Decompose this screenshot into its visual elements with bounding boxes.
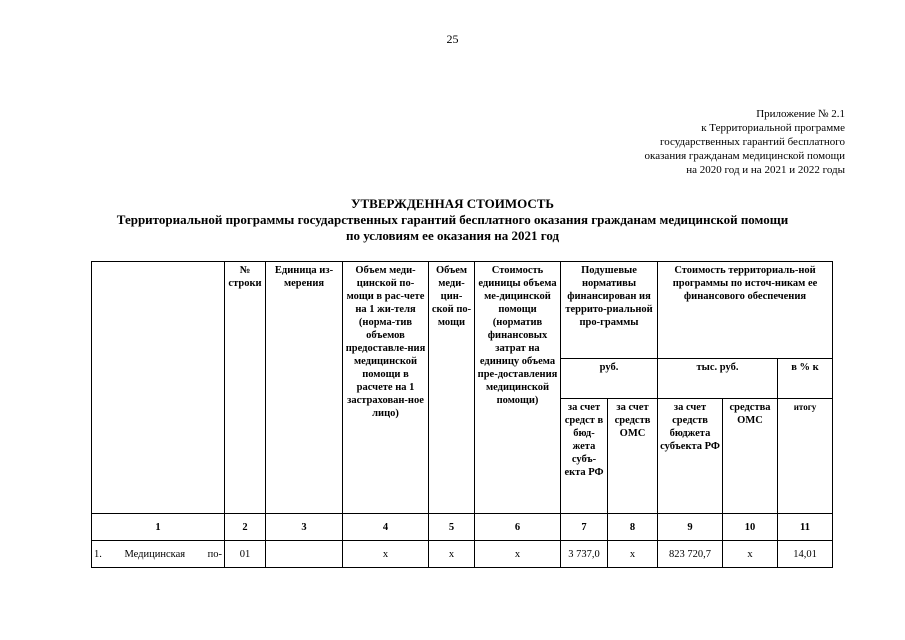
header-unit-cost: Стоимость единицы объема ме-дицинской помощи (норматив финансовых затрат на единицу объема пре-доставления медицинской помощи) bbox=[475, 262, 561, 514]
column-number: 9 bbox=[658, 514, 723, 541]
header-budget-thous: за счет средств бюджета субъекта РФ bbox=[658, 399, 723, 514]
row-percent: 14,01 bbox=[778, 541, 833, 568]
column-number: 11 bbox=[778, 514, 833, 541]
column-number: 3 bbox=[266, 514, 343, 541]
header-oms-thous: средства ОМС bbox=[723, 399, 778, 514]
appendix-line: государственных гарантий бесплатного bbox=[659, 136, 845, 148]
header-rub: руб. bbox=[561, 359, 658, 399]
row-oms-rub: х bbox=[608, 541, 658, 568]
header-volume-per-capita: Объем меди-цинской по-мощи в рас-чете на 1 жи-теля (норма-тив объемов предоставле-ния медицинской помощи в расчете на 1 застрахован-ное лицо) bbox=[343, 262, 429, 514]
row-budget-thous: 823 720,7 bbox=[658, 541, 723, 568]
title-line-3: по условиям ее оказания на 2021 год bbox=[345, 228, 560, 243]
row-name: 1. Медицинская по- bbox=[92, 541, 225, 568]
appendix-line: Приложение № 2.1 bbox=[756, 108, 845, 120]
row-oms-thous: х bbox=[723, 541, 778, 568]
column-number: 1 bbox=[92, 514, 225, 541]
header-unit: Единица из-мерения bbox=[266, 262, 343, 514]
appendix-line: на 2020 год и на 2021 и 2022 годы bbox=[686, 164, 845, 176]
column-number: 5 bbox=[429, 514, 475, 541]
column-number: 7 bbox=[561, 514, 608, 541]
appendix-line: к Территориальной программе bbox=[701, 122, 845, 134]
header-row bbox=[92, 262, 833, 359]
title-line-2: Территориальной программы государственных гарантий бесплатного оказания гражданам медицинской помощи bbox=[116, 212, 789, 227]
column-number: 10 bbox=[723, 514, 778, 541]
header-budget-rub: за счет средст в бюд-жета субъ-екта РФ bbox=[561, 399, 608, 514]
row-number: 01 bbox=[225, 541, 266, 568]
title-line-1: УТВЕРЖДЕННАЯ СТОИМОСТЬ bbox=[350, 196, 555, 211]
header-per-capita-group: Подушевые нормативы финансирован ия террито-риальной про-граммы bbox=[561, 262, 658, 359]
row-volume: х bbox=[429, 541, 475, 568]
page-number: 25 bbox=[446, 32, 459, 46]
header-total: итогу bbox=[778, 399, 833, 514]
header-row-number: № строки bbox=[225, 262, 266, 514]
column-number: 8 bbox=[608, 514, 658, 541]
column-numbers-row bbox=[92, 514, 833, 541]
cost-table bbox=[91, 261, 833, 568]
column-number: 6 bbox=[475, 514, 561, 541]
header-percent: в % к bbox=[778, 359, 833, 399]
row-volume-per-capita: х bbox=[343, 541, 429, 568]
row-budget-rub: 3 737,0 bbox=[561, 541, 608, 568]
header-thous-rub: тыс. руб. bbox=[658, 359, 778, 399]
appendix-reference bbox=[485, 107, 845, 177]
table-row bbox=[92, 541, 833, 568]
header-oms-rub: за счет средств ОМС bbox=[608, 399, 658, 514]
header-name bbox=[92, 262, 225, 514]
header-cost-group: Стоимость территориаль-ной программы по источ-никам ее финансового обеспечения bbox=[658, 262, 833, 359]
row-unit bbox=[266, 541, 343, 568]
appendix-line: оказания гражданам медицинской помощи bbox=[644, 150, 845, 162]
column-number: 2 bbox=[225, 514, 266, 541]
header-volume: Объем меди-цин-ской по-мощи bbox=[429, 262, 475, 514]
column-number: 4 bbox=[343, 514, 429, 541]
row-unit-cost: х bbox=[475, 541, 561, 568]
document-title bbox=[40, 196, 865, 244]
